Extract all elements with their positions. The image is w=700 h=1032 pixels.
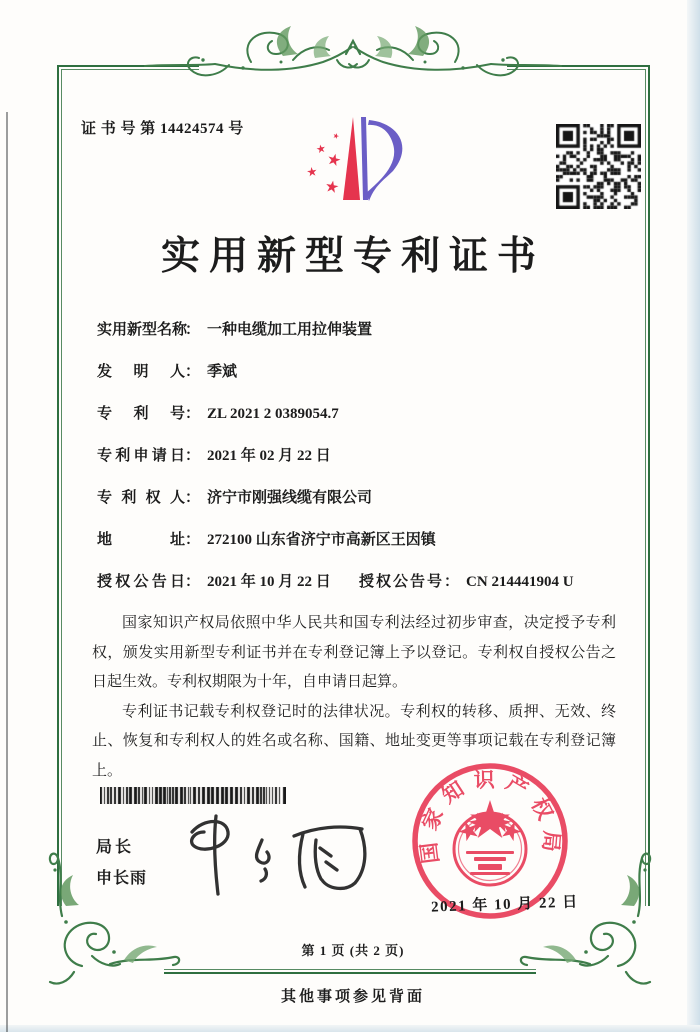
qr-code (556, 124, 641, 209)
field-colon: ： (185, 490, 201, 506)
field-label: 专利申请日 (97, 448, 185, 464)
signer-name: 申长雨 (96, 870, 148, 887)
field-colon: ： (444, 574, 460, 590)
handwritten-signature-icon (170, 806, 382, 902)
seal-date: 2021 年 10 月 22 日 (430, 894, 580, 916)
page-number: 第 1 页 (共 2 页) (301, 943, 405, 958)
seal-text: 国家知识产权局 (415, 767, 564, 865)
field-value: 季斌 (207, 364, 238, 380)
field-label: 专利号 (97, 406, 185, 422)
national-emblem-icon (454, 813, 526, 885)
field-row-name (97, 318, 372, 339)
field-colon: ： (185, 322, 201, 338)
field-row-inventor (97, 360, 237, 381)
scan-edge-bottom (0, 1025, 700, 1032)
field-colon: ： (185, 574, 201, 590)
field-value: 272100 山东省济宁市高新区王因镇 (207, 532, 436, 548)
field-label: 地址 (97, 532, 185, 548)
signer-title: 局长 (96, 839, 135, 856)
field-row-filing-date (97, 444, 331, 465)
field-row-patent-no (97, 402, 339, 423)
field-row-grant-date (97, 570, 331, 591)
field-value: CN 214441904 U (466, 574, 574, 590)
field-colon: ： (185, 364, 201, 380)
scan-edge-right (687, 0, 700, 1032)
field-value: 2021 年 10 月 22 日 (207, 574, 331, 590)
field-value: 一种电缆加工用拉伸装置 (207, 322, 373, 338)
field-row-address (97, 528, 436, 549)
field-label: 发明人 (97, 364, 185, 380)
certificate-number: 证 书 号 第 14424574 号 (81, 121, 244, 137)
field-row-grant-no (359, 570, 574, 591)
field-value: 2021 年 02 月 22 日 (207, 448, 331, 464)
field-colon: ： (185, 532, 201, 548)
certificate-title: 实用新型专利证书 (160, 235, 545, 278)
scan-edge-left-line (6, 112, 8, 1032)
field-label: 专利权人 (97, 490, 185, 506)
field-colon: ： (185, 448, 201, 464)
field-label: 授权公告号 (359, 574, 445, 590)
field-label: 实用新型名称 (97, 322, 188, 338)
barcode-strip (100, 787, 286, 804)
legal-paragraph-1: 国家知识产权局依照中华人民共和国专利法经过初步审查，决定授予专利权，颁发实用新型专利证书并在专利登记簿上予以登记。专利权自授权公告之日起生效。专利权期限为十年，自申请日起算。 (92, 615, 616, 690)
field-value: 济宁市刚强线缆有限公司 (207, 490, 373, 506)
top-flourish-ornament-icon (133, 4, 573, 96)
cnipa-patent-logo-icon (293, 111, 418, 213)
field-colon: ： (185, 406, 201, 422)
field-label: 授权公告日 (97, 574, 185, 590)
field-row-patentee (97, 486, 372, 507)
legal-paragraph-2: 专利证书记载专利权登记时的法律状况。专利权的转移、质押、无效、终止、恢复和专利权人的姓名或名称、国籍、地址变更等事项记载在专利登记簿上。 (92, 703, 616, 779)
field-value: ZL 2021 2 0389054.7 (207, 406, 339, 422)
back-side-note: 其他事项参见背面 (280, 989, 425, 1005)
